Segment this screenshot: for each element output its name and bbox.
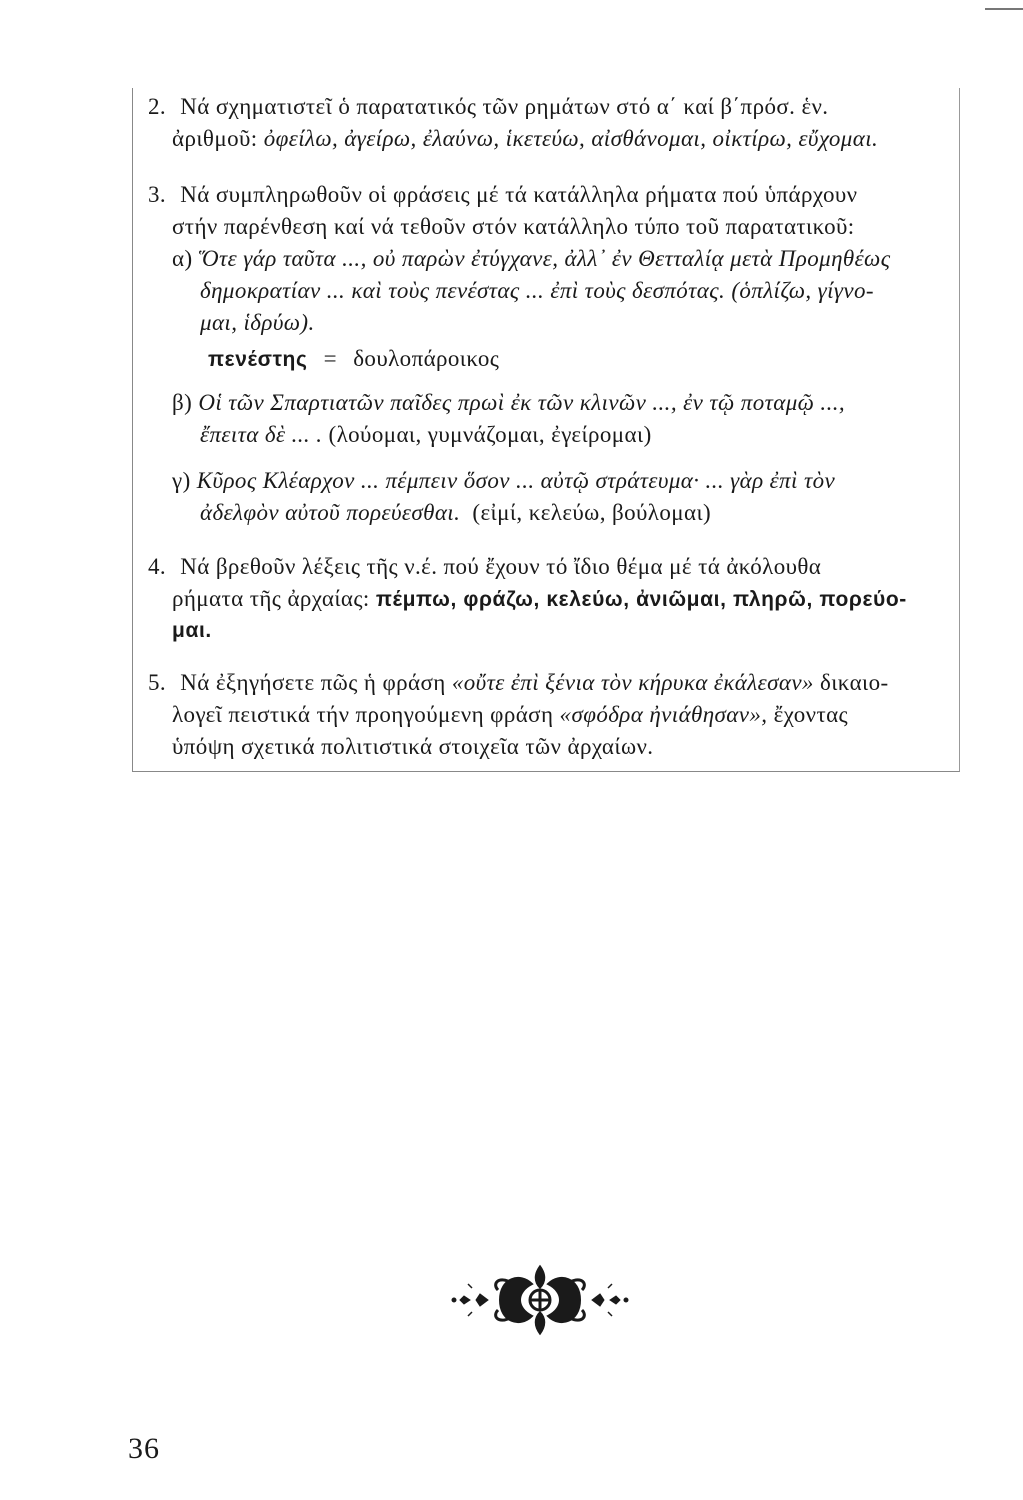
q3a-label: α) <box>172 246 193 271</box>
q2-verbs: ὀφείλω, ἀγείρω, ἐλαύνω, ἱκετεύω, αἰσθάνομαι, οἰκτίρω, εὔχομαι. <box>263 126 879 151</box>
q3b-line-1 <box>172 388 845 418</box>
q3b-verbs: (λούομαι, γυμνάζομαι, ἐγείρομαι) <box>328 422 652 447</box>
q3b-text-2: ἔπειτα δὲ ... . <box>200 422 323 447</box>
q3a-line-3: μαι, ἱδρύω). <box>200 310 315 335</box>
gloss-equals: = <box>323 346 338 371</box>
q3-line-2: στήν παρένθεση καί νά τεθοῦν στόν κατάλληλο τύπο τοῦ παρατατικοῦ: <box>172 214 855 239</box>
q4-verbs: πέμπω, φράζω, κελεύω, ἀνιῶμαι, πληρῶ, πορεύο- <box>375 588 907 611</box>
q2-line-1 <box>148 92 828 122</box>
q3c-line-1 <box>172 466 835 496</box>
q2-number: 2. <box>148 94 167 119</box>
q2-line2-plain: ἀριθμοῦ: <box>172 126 258 151</box>
q5-line-1 <box>148 668 889 698</box>
q4-line-1 <box>148 552 821 582</box>
q3a-line-2: δημοκρατίαν ... καὶ τοὺς πενέστας ... ἐπὶ τοὺς δεσπότας. (ὁπλίζω, γίγνο- <box>200 278 874 303</box>
q2-line-2 <box>172 124 878 154</box>
q3a-line-1 <box>172 244 890 274</box>
q5-text-1: Νά ἐξηγήσετε πῶς ἡ φράση <box>180 670 446 695</box>
q4-line-3: μαι. <box>172 619 212 642</box>
q3c-verbs: (εἰμί, κελεύω, βούλομαι) <box>472 500 712 525</box>
ornamental-vignette-icon <box>440 1264 640 1336</box>
q3b-line-2 <box>200 420 652 450</box>
q5-number: 5. <box>148 670 167 695</box>
q3c-line-2 <box>200 498 711 528</box>
q4-number: 4. <box>148 554 167 579</box>
q3c-text-1: Κῦρος Κλέαρχον ... πέμπειν ὅσον ... αὐτῷ στράτευμα· ... γὰρ ἐπὶ τὸν <box>196 468 836 493</box>
top-edge-rule <box>985 8 1023 10</box>
q3-text-1: Νά συμπληρωθοῦν οἱ φράσεις μέ τά κατάλληλα ρήματα πού ὑπάρχουν <box>180 182 858 207</box>
q3b-label: β) <box>172 390 193 415</box>
q5-line-3: ὑπόψη σχετικά πολιτιστικά στοιχεῖα τῶν ἀρχαίων. <box>172 734 654 759</box>
q3c-text-2: ἀδελφὸν αὐτοῦ πορεύεσθαι. <box>200 500 461 525</box>
q2-text: Νά σχηματιστεῖ ὁ παρατατικός τῶν ρημάτων στό α΄ καί β΄πρόσ. ἑν. <box>180 94 829 119</box>
gloss-definition: δουλοπάροικος <box>353 346 500 371</box>
q4-line-2 <box>172 584 907 615</box>
q4-text-1: Νά βρεθοῦν λέξεις τῆς ν.έ. πού ἔχουν τό ἴδιο θέμα μέ τά ἀκόλουθα <box>180 554 822 579</box>
q3c-label: γ) <box>172 468 191 493</box>
q5-line-2 <box>172 700 848 730</box>
q5-text-2: λογεῖ πειστικά τήν προηγούμενη φράση <box>172 702 554 727</box>
q5-quote-1: «οὔτε ἐπὶ ξένια τὸν κήρυκα ἐκάλεσαν» <box>451 670 814 695</box>
q3-gloss <box>208 344 499 375</box>
q5-text-1-end: δικαιο- <box>819 670 889 695</box>
q4-text-2: ρήματα τῆς ἀρχαίας: <box>172 586 370 611</box>
q3a-text-1: Ὅτε γάρ ταῦτα ..., οὐ παρὼν ἐτύγχανε, ἀλλ᾽ ἐν Θετταλίᾳ μετὰ Προμηθέως <box>198 246 891 271</box>
q3-line-1 <box>148 180 857 210</box>
q3-number: 3. <box>148 182 167 207</box>
q5-quote-2: «σφόδρα ἠνιάθησαν», <box>559 702 768 727</box>
gloss-term: πενέστης <box>208 348 308 371</box>
q3b-text-1: Οἱ τῶν Σπαρτιατῶν παῖδες πρωὶ ἐκ τῶν κλινῶν ..., ἐν τῷ ποταμῷ ..., <box>198 390 846 415</box>
q5-text-2-end: ἔχοντας <box>773 702 849 727</box>
page-number: 36 <box>128 1432 160 1465</box>
